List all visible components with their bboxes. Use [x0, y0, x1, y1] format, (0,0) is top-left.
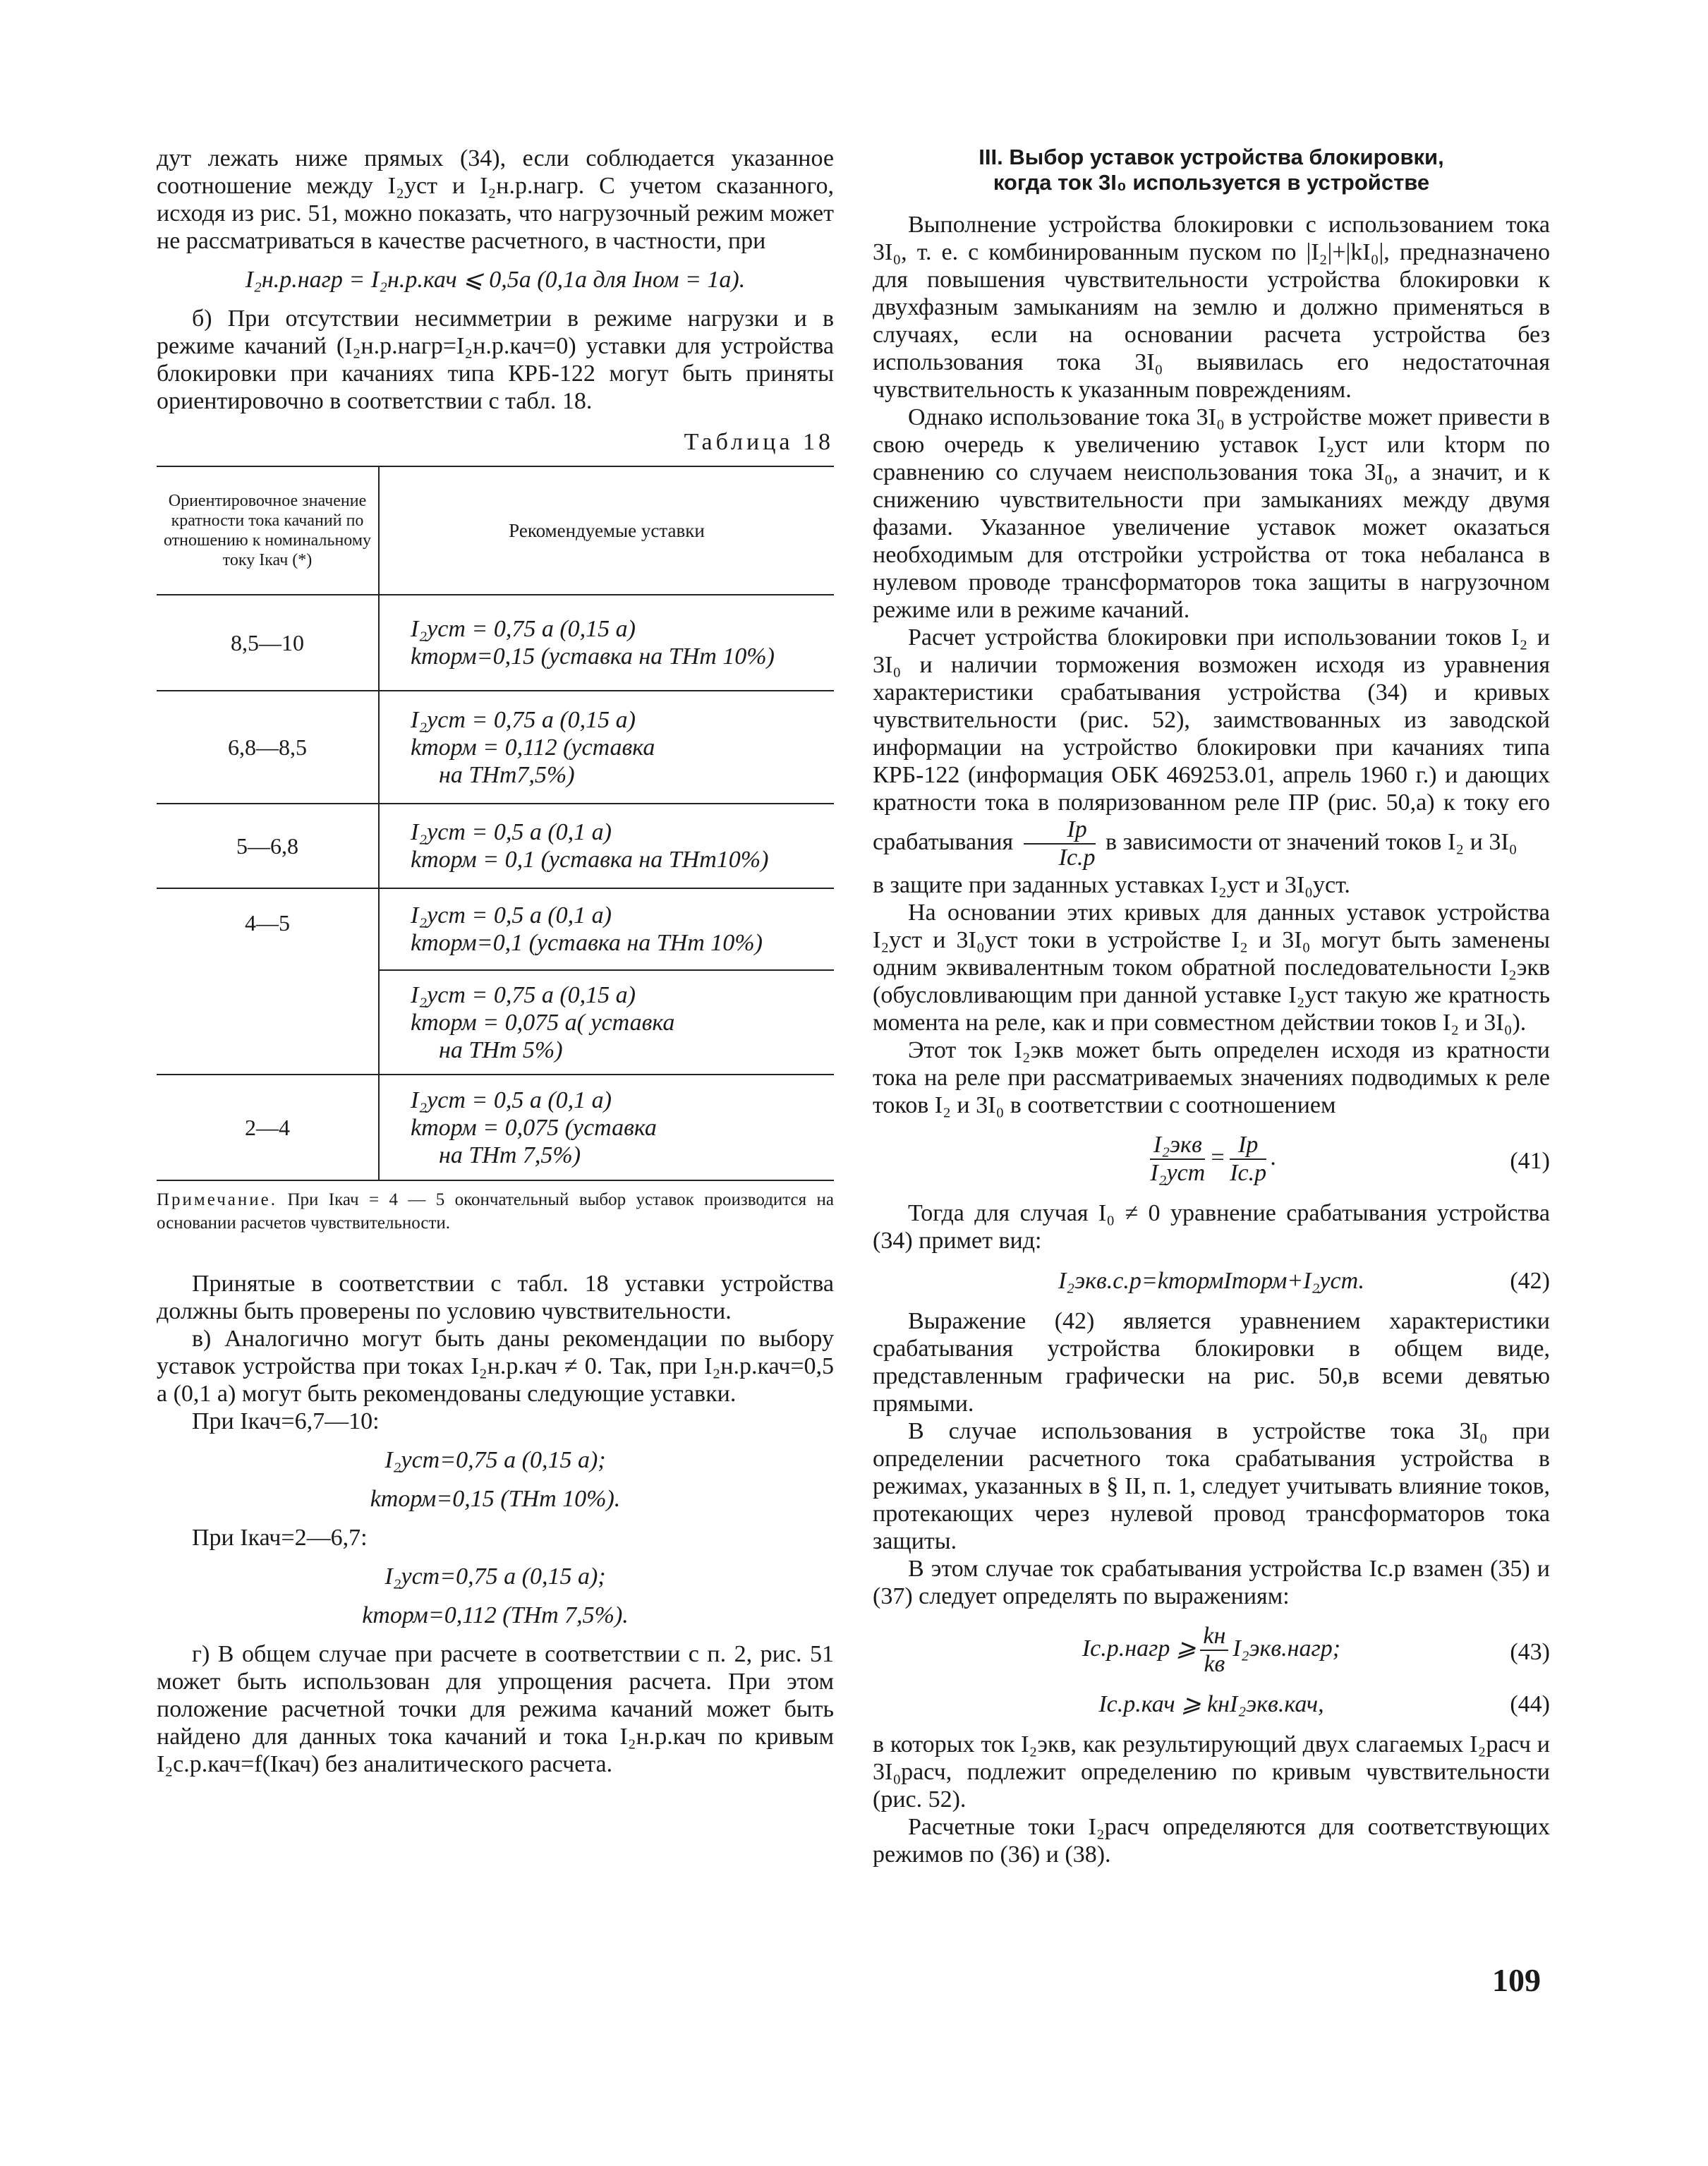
- paragraph: Однако использование тока 3I₀ в устройстве может привести в свою очередь к увеличению уставок I₂уст или kторм по сравнению со случаем неиспользования тока 3I₀, а значит, и к снижению чувствительности при замыканиях между двумя фазами. Указанное увеличение уставок может оказаться необходимым для отстройки устройства от тока небаланса в нулевом проводе трансформаторов тока защиты в нагрузочном режиме или в режиме качаний.: [873, 404, 1550, 623]
- fraction: $\frac{Iр}{Iс.р}$: [1230, 1132, 1267, 1186]
- cell-line: I₂уст = 0,75 a (0,15 a): [411, 706, 636, 733]
- paragraph: При Iкач=6,7—10:: [192, 1408, 380, 1434]
- paragraph: дут лежать ниже прямых (34), если соблюдается указанное соотношение между I₂уст и I₂н.р.нагр. С учетом сказанного, исходя из рис. 51, можно показать, что нагрузочный режим может не рассматриваться в качестве расчетного, в частности, при: [157, 145, 834, 254]
- cell-line: kторм = 0,075 a( уставка: [411, 1009, 675, 1036]
- paragraph: г) В общем случае при расчете в соответствии с п. 2, рис. 51 может быть использован для упрощения расчета. При этом положение расчетной точки для режима качаний может быть найдено для данных тока качаний и тока I₂н.р.кач по кривым I₂с.р.кач=f(Iкач) без аналитического расчета.: [157, 1641, 834, 1777]
- paragraph: в) Аналогично могут быть даны рекомендации по выбору уставок устройства при токах I₂н.р.кач ≠ 0. Так, при I₂н.р.кач=0,5 a (0,1 a) могут быть рекомендованы следующие уставки.: [157, 1326, 834, 1407]
- table-caption: Таблица 18: [684, 429, 834, 455]
- section-heading: [873, 145, 1550, 195]
- right-column: [873, 145, 1550, 1868]
- cell-line: I₂уст = 0,75 a (0,15 a): [411, 616, 636, 642]
- table-note: [157, 1188, 834, 1235]
- paragraph: в защите при заданных уставках I₂уст и 3I₀уст.: [873, 872, 1350, 898]
- paragraph: б) При отсутствии несимметрии в режиме нагрузки и в режиме качаний (I₂н.р.нагр=I₂н.р.кач=0) уставки для устройства блокировки при качаниях типа КРБ-122 могут быть приняты ориентировочно в соответствии с табл. 18.: [157, 305, 834, 414]
- table-cell-range: 6,8—8,5: [157, 691, 379, 804]
- table-cell-settings: [379, 691, 834, 804]
- left-column: [157, 145, 834, 1778]
- table-row: [157, 804, 834, 888]
- cell-line: kторм = 0,1 (уставка на THт10%): [411, 847, 769, 873]
- formula: I₂уст=0,75 a (0,15 a);: [384, 1447, 606, 1473]
- fraction: $\frac{Iр}{Iс.р}$: [1024, 816, 1096, 871]
- settings-table: [157, 466, 834, 1181]
- cell-line: на THт 5%): [439, 1036, 563, 1063]
- table-cell-settings: [379, 1075, 834, 1180]
- table-header-cell: Рекомендуемые уставки: [379, 466, 834, 595]
- table-header-cell: Ориентировочное значение кратности тока качаний по отношению к номинальному току Iкач (*): [157, 466, 379, 595]
- table-row: [157, 691, 834, 804]
- table-cell-range: 4—5: [157, 888, 379, 1075]
- cell-line: на THт 7,5%): [439, 1142, 581, 1168]
- equation-42: I₂экв.с.р=kтормIторм+I₂уст. (42): [1058, 1268, 1550, 1294]
- table-cell-settings: [379, 804, 834, 888]
- paragraph: Расчет устройства блокировки при использовании токов I₂ и 3I₀ и наличии торможения возможен исходя из уравнения характеристики срабатывания устройства (34) и кривых чувствительности (рис. 52), заимствованных из заводской информации на устройство блокировки при качаниях типа КРБ-122 (информация ОБК 469253.01, апрель 1960 г.) и дающих кратности тока в поляризованном реле ПР (рис. 50,а) к току его срабатывания $\frac{Iр}{Iс.р}$ в зависимости от значений токов I₂ и 3I₀: [873, 624, 1550, 871]
- paragraph: При Iкач=2—6,7:: [192, 1525, 368, 1551]
- table-cell-range: 2—4: [157, 1075, 379, 1180]
- table-row: [157, 888, 834, 970]
- equation-41: $\frac{\text{I₂экв}}{\text{I₂уст}}$ = $\frac{Iр}{Iс.р}$ . (41): [1150, 1132, 1550, 1186]
- paragraph: Этот ток I₂экв может быть определен исходя из кратности тока на реле при рассматриваемых значениях подводимых к реле токов I₂ и 3I₀ в соответствии с соотношением: [873, 1037, 1550, 1118]
- table-cell-range: 8,5—10: [157, 595, 379, 691]
- paragraph: Выполнение устройства блокировки с использованием тока 3I₀, т. е. с комбинированным пуском по |I₂|+|kI₀|, предназначено для повышения чувствительности устройства блокировки к двухфазным замыканиям на землю и должно применяться в случаях, если на основании расчета устройства без использования тока 3I₀ выявилась его недостаточная чувствительность к указанным повреждениям.: [873, 212, 1550, 403]
- cell-line: kторм = 0,112 (уставка: [411, 734, 655, 761]
- equation-number: (44): [1510, 1691, 1550, 1717]
- table-cell-settings: [379, 888, 834, 970]
- formula: I₂уст=0,75 a (0,15 a);: [384, 1563, 606, 1590]
- heading-line: когда ток 3I₀ используется в устройстве: [993, 170, 1430, 195]
- cell-line: на THт7,5%): [439, 761, 575, 788]
- page-number: 109: [1492, 1962, 1541, 1998]
- table-cell-range: 5—6,8: [157, 804, 379, 888]
- equation-number: (42): [1510, 1268, 1550, 1294]
- cell-line: kторм=0,15 (уставка на THт 10%): [411, 643, 775, 670]
- fraction: $\frac{\text{I₂экв}}{\text{I₂уст}}$: [1150, 1132, 1206, 1186]
- table-row: [157, 595, 834, 691]
- cell-line: I₂уст = 0,75 a (0,15 a): [411, 981, 636, 1008]
- table-cell-settings: [379, 595, 834, 691]
- fraction: $\frac{kн}{kв}$: [1200, 1623, 1228, 1678]
- paragraph: Выражение (42) является уравнением характеристики срабатывания устройства блокировки в общем виде, представленным графически на рис. 50,в всеми девятью прямыми.: [873, 1308, 1550, 1417]
- equation-43: Iс.р.нагр ⩾ $\frac{kн}{kв}$ I₂экв.нагр; (43): [1082, 1623, 1550, 1677]
- paragraph: Расчетные токи I₂расч определяются для соответствующих режимов по (36) и (38).: [873, 1814, 1550, 1868]
- paragraph: в которых ток I₂экв, как результирующий двух слагаемых I₂расч и 3I₀расч, подлежит определению по кривым чувствительности (рис. 52).: [873, 1731, 1550, 1813]
- note-label: Примечание.: [157, 1190, 278, 1209]
- formula: kторм=0,112 (THт 7,5%).: [362, 1602, 629, 1628]
- cell-line: kторм=0,1 (уставка на THт 10%): [411, 930, 763, 956]
- formula: I₂н.р.нагр = I₂н.р.кач ⩽ 0,5a (0,1a для Iном = 1a).: [245, 267, 746, 293]
- table-row: [157, 1075, 834, 1180]
- cell-line: I₂уст = 0,5 a (0,1 a): [411, 902, 612, 928]
- formula: kторм=0,15 (THт 10%).: [370, 1486, 621, 1512]
- note-text: При Iкач = 4 — 5 окончательный выбор уставок производится на основании расчетов чувствительности.: [157, 1190, 835, 1233]
- cell-line: I₂уст = 0,5 a (0,1 a): [411, 819, 612, 845]
- heading-line: III. Выбор уставок устройства блокировки,: [979, 145, 1444, 169]
- paragraph: В случае использования в устройстве тока 3I₀ при определении расчетного тока срабатывания устройства в режимах, указанных в § II, п. 1, следует учитывать влияние токов, протекающих через нулевой провод трансформаторов тока защиты.: [873, 1418, 1550, 1554]
- paragraph: Принятые в соответствии с табл. 18 уставки устройства должны быть проверены по условию чувствительности.: [157, 1271, 834, 1324]
- cell-line: I₂уст = 0,5 a (0,1 a): [411, 1087, 612, 1113]
- paragraph: На основании этих кривых для данных уставок устройства I₂уст и 3I₀уст токи в устройстве I₂ и 3I₀ могут быть заменены одним эквивалентным током обратной последовательности I₂экв (обусловливающим при данной уставке I₂уст такую же кратность момента на реле, как и при совместном действии токов I₂ и 3I₀).: [873, 900, 1550, 1036]
- table-header-row: [157, 466, 834, 595]
- paragraph: В этом случае ток срабатывания устройства Iс.р взамен (35) и (37) следует определять по выражениям:: [873, 1556, 1550, 1609]
- table-cell-settings: [379, 970, 834, 1075]
- equation-44: Iс.р.кач ⩾ kнI₂экв.кач, (44): [1098, 1691, 1550, 1717]
- paragraph: Тогда для случая I₀ ≠ 0 уравнение срабатывания устройства (34) примет вид:: [873, 1200, 1550, 1254]
- equation-number: (43): [1510, 1639, 1550, 1665]
- equation-number: (41): [1510, 1148, 1550, 1174]
- cell-line: kторм = 0,075 (уставка: [411, 1114, 657, 1141]
